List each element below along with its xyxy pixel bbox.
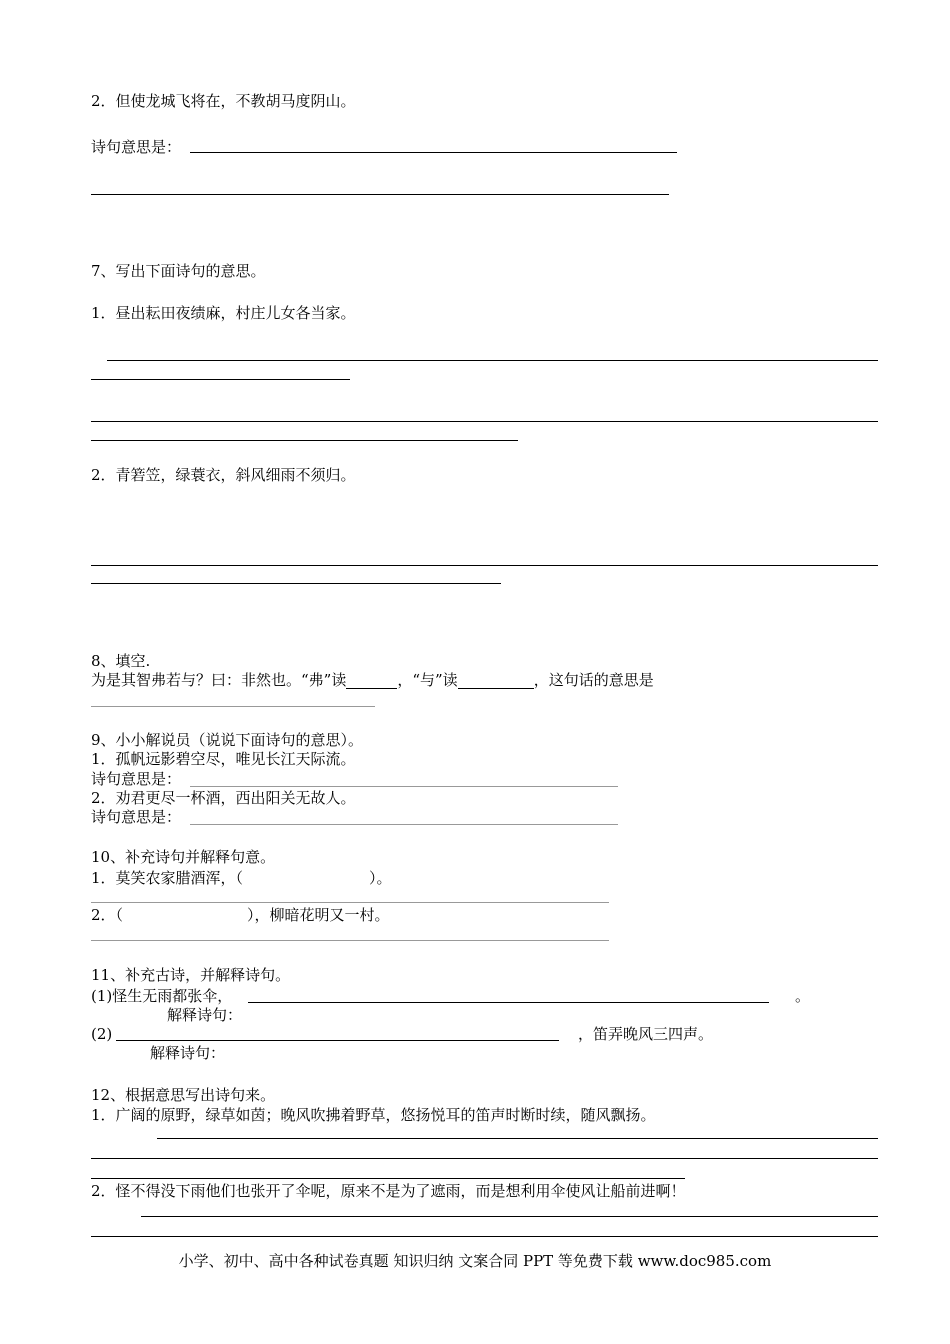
q10-item2-text-b: ），柳暗花明又一村。 bbox=[247, 906, 390, 924]
q10-item1-text-b: ）。 bbox=[369, 869, 392, 887]
q12-item2: 2．怪不得没下雨他们也张开了伞呢，原来不是为了遮雨，而是想利用伞使风让船前进啊！ bbox=[91, 1182, 686, 1200]
answer-line bbox=[107, 360, 878, 361]
q10-item2 bbox=[91, 906, 390, 924]
q11-explain2: 解释诗句： bbox=[150, 1044, 226, 1062]
answer-line bbox=[91, 379, 350, 380]
answer-line bbox=[91, 440, 518, 441]
answer-line bbox=[91, 902, 609, 903]
answer-line bbox=[91, 565, 878, 566]
answer-line bbox=[91, 1158, 878, 1159]
q7-item1: 1．昼出耘田夜绩麻，村庄儿女各当家。 bbox=[91, 304, 356, 322]
q9-meaning1: 诗句意思是： bbox=[91, 770, 182, 788]
answer-line bbox=[248, 1002, 769, 1003]
answer-line bbox=[141, 1216, 878, 1217]
q9-item2: 2．劝君更尽一杯酒，西出阳关无故人。 bbox=[91, 789, 356, 807]
q8-text-a: 为是其智弗若与？曰：非然也。“弗”读 bbox=[91, 671, 347, 689]
answer-line bbox=[91, 194, 669, 195]
q11-item1-end: 。 bbox=[795, 987, 811, 1005]
q10-title: 10、补充诗句并解释句意。 bbox=[91, 848, 276, 866]
q11-item1: (1)怪生无雨都张伞， bbox=[91, 987, 233, 1005]
answer-line bbox=[91, 1178, 685, 1179]
answer-line bbox=[91, 940, 609, 941]
blank bbox=[346, 674, 397, 689]
q11-item2-end: ，笛弄晚风三四声。 bbox=[578, 1025, 714, 1043]
q7-item2: 2．青箬笠，绿蓑衣，斜风细雨不须归。 bbox=[91, 466, 356, 484]
q8-title: 8、填空. bbox=[91, 652, 151, 670]
q11-title: 11、补充古诗，并解释诗句。 bbox=[91, 966, 291, 984]
answer-line bbox=[190, 824, 618, 825]
q11-explain1: 解释诗句： bbox=[167, 1006, 243, 1024]
q10-item2-text-a: 2．（ bbox=[91, 906, 124, 924]
answer-line bbox=[190, 152, 677, 153]
q6-meaning-label: 诗句意思是： bbox=[91, 138, 182, 156]
q11-item2: (2) bbox=[91, 1025, 113, 1043]
q6-item2: 2．但使龙城飞将在，不教胡马度阴山。 bbox=[91, 92, 356, 110]
q10-item1-text-a: 1．莫笑农家腊酒浑，（ bbox=[91, 869, 244, 887]
q7-title: 7、写出下面诗句的意思。 bbox=[91, 262, 266, 280]
answer-line bbox=[91, 1236, 878, 1237]
page-footer: 小学、初中、高中各种试卷真题 知识归纳 文案合同 PPT 等免费下载 www.doc985.com bbox=[178, 1252, 772, 1270]
q8-line bbox=[91, 671, 654, 689]
q8-text-c: ，这句话的意思是 bbox=[533, 671, 654, 689]
blank bbox=[458, 674, 534, 689]
q9-meaning2: 诗句意思是： bbox=[91, 808, 182, 826]
q10-item1 bbox=[91, 869, 392, 887]
answer-line bbox=[116, 1040, 559, 1041]
answer-line bbox=[157, 1138, 878, 1139]
answer-line bbox=[190, 786, 618, 787]
q12-item1: 1．广阔的原野，绿草如茵；晚风吹拂着野草，悠扬悦耳的笛声时断时续，随风飘扬。 bbox=[91, 1106, 656, 1124]
q8-text-b: ，“与”读 bbox=[397, 671, 458, 689]
q9-title: 9、小小解说员（说说下面诗句的意思）。 bbox=[91, 731, 364, 749]
q9-item1: 1．孤帆远影碧空尽，唯见长江天际流。 bbox=[91, 750, 356, 768]
answer-line bbox=[91, 583, 501, 584]
answer-line bbox=[91, 706, 375, 707]
answer-line bbox=[91, 421, 878, 422]
q12-title: 12、根据意思写出诗句来。 bbox=[91, 1086, 276, 1104]
